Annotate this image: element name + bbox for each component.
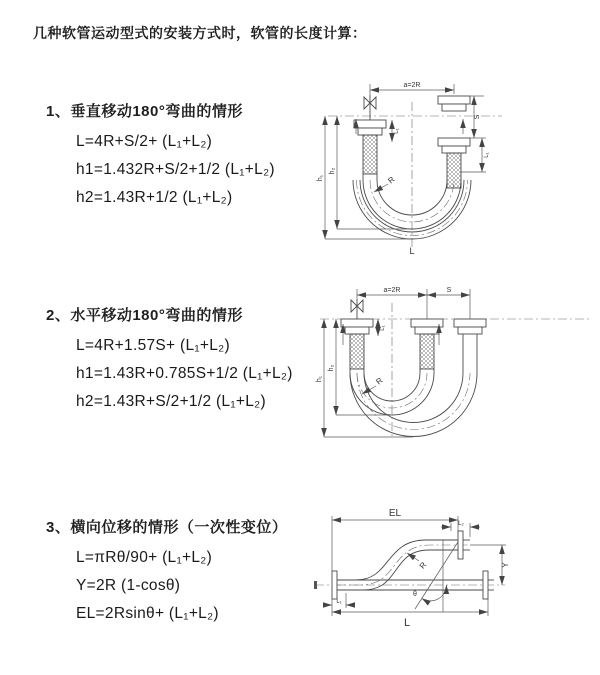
dim-label-l: L — [403, 617, 411, 629]
dimension-s — [470, 96, 486, 138]
dim-label-l2: L₂ — [458, 521, 464, 527]
braided-hose-section — [447, 153, 461, 188]
formula-L-2: L=4R+1.57S+ (L₁+L₂) — [76, 337, 230, 354]
section-3-heading: 3、横向位移的情形（一次性变位） — [46, 519, 288, 536]
section-vertical-180 — [46, 100, 275, 212]
dimension-l1 — [323, 593, 355, 608]
dim-label-el: EL — [388, 508, 402, 519]
left-fitting — [341, 319, 373, 369]
formula-Y-3: Y=2R (1-cosθ) — [76, 577, 181, 594]
dimension-y — [470, 545, 510, 585]
dim-label-h1: h₁ — [316, 375, 323, 383]
braided-hose-section — [363, 135, 377, 174]
dim-label-r: R — [374, 375, 385, 387]
diagram-horizontal-180-bend — [312, 283, 600, 445]
dim-label-theta: θ — [413, 591, 417, 598]
dim-label-r: R — [386, 174, 397, 186]
left-flange — [332, 571, 337, 599]
dim-label-s: S — [474, 114, 481, 120]
formula-h1-1: h1=1.432R+S/2+1/2 (L₁+L₂) — [76, 161, 275, 178]
page-title: 几种软管运动型式的安装方式时，软管的长度计算： — [33, 25, 367, 41]
braided-hose-section — [350, 334, 364, 369]
dim-label-a2r: a=2R — [403, 82, 421, 89]
braided-hose-section — [420, 334, 434, 369]
left-fitting — [354, 120, 386, 174]
formula-L-1: L=4R+S/2+ (L₁+L₂) — [76, 133, 213, 150]
dim-label-a2r: a=2R — [383, 287, 401, 294]
diagram-vertical-180-bend — [312, 76, 597, 256]
valve-icon — [351, 299, 363, 319]
dimension-el — [332, 508, 458, 571]
middle-fitting — [411, 319, 443, 369]
hose-centerline-curved — [337, 545, 469, 585]
formula-EL-3: EL=2Rsinθ+ (L₁+L₂) — [76, 605, 219, 622]
formula-L-3: L=πRθ/90+ (L₁+L₂) — [76, 549, 213, 566]
dim-label-l1: L₁ — [394, 128, 400, 134]
dimension-l — [332, 599, 488, 629]
section-lateral-displacement — [46, 516, 287, 628]
dim-label-l1: L₁ — [336, 599, 342, 605]
radius-callout — [407, 553, 429, 570]
dim-label-y: Y — [501, 562, 510, 568]
dim-label-l1: L₁ — [484, 152, 490, 158]
dim-label-s: S — [446, 287, 452, 294]
dim-label-h1: h₁ — [317, 174, 324, 182]
dim-label-h2: h₂ — [329, 167, 336, 175]
diagram-lateral-displacement — [303, 495, 600, 645]
section-2-heading: 2、水平移动180°弯曲的情形 — [46, 307, 243, 324]
hose-u-bend-displaced — [350, 373, 477, 437]
formula-h1-2: h1=1.43R+0.785S+1/2 (L₁+L₂) — [76, 365, 293, 382]
section-horizontal-180 — [46, 304, 293, 416]
formula-h2-2: h2=1.43R+S/2+1/2 (L₁+L₂) — [76, 393, 266, 410]
hose-displaced-position — [337, 540, 458, 590]
dimension-l1 — [378, 319, 386, 336]
dim-label-r: R — [417, 560, 429, 571]
dimension-l1-left — [392, 120, 400, 142]
formula-h2-1: h2=1.43R+1/2 (L₁+L₂) — [76, 189, 233, 206]
dim-label-h2: h₂ — [328, 364, 335, 372]
dimension-s — [427, 287, 470, 319]
dim-label-l: L — [409, 246, 415, 256]
right-fitting-moved — [438, 96, 470, 111]
dimension-a-2r — [370, 82, 454, 95]
dim-label-l1: L₁ — [380, 325, 386, 331]
axis-end-tick — [314, 581, 317, 589]
section-1-heading: 1、垂直移动180°弯曲的情形 — [46, 103, 243, 120]
right-fitting-moved — [454, 319, 486, 373]
